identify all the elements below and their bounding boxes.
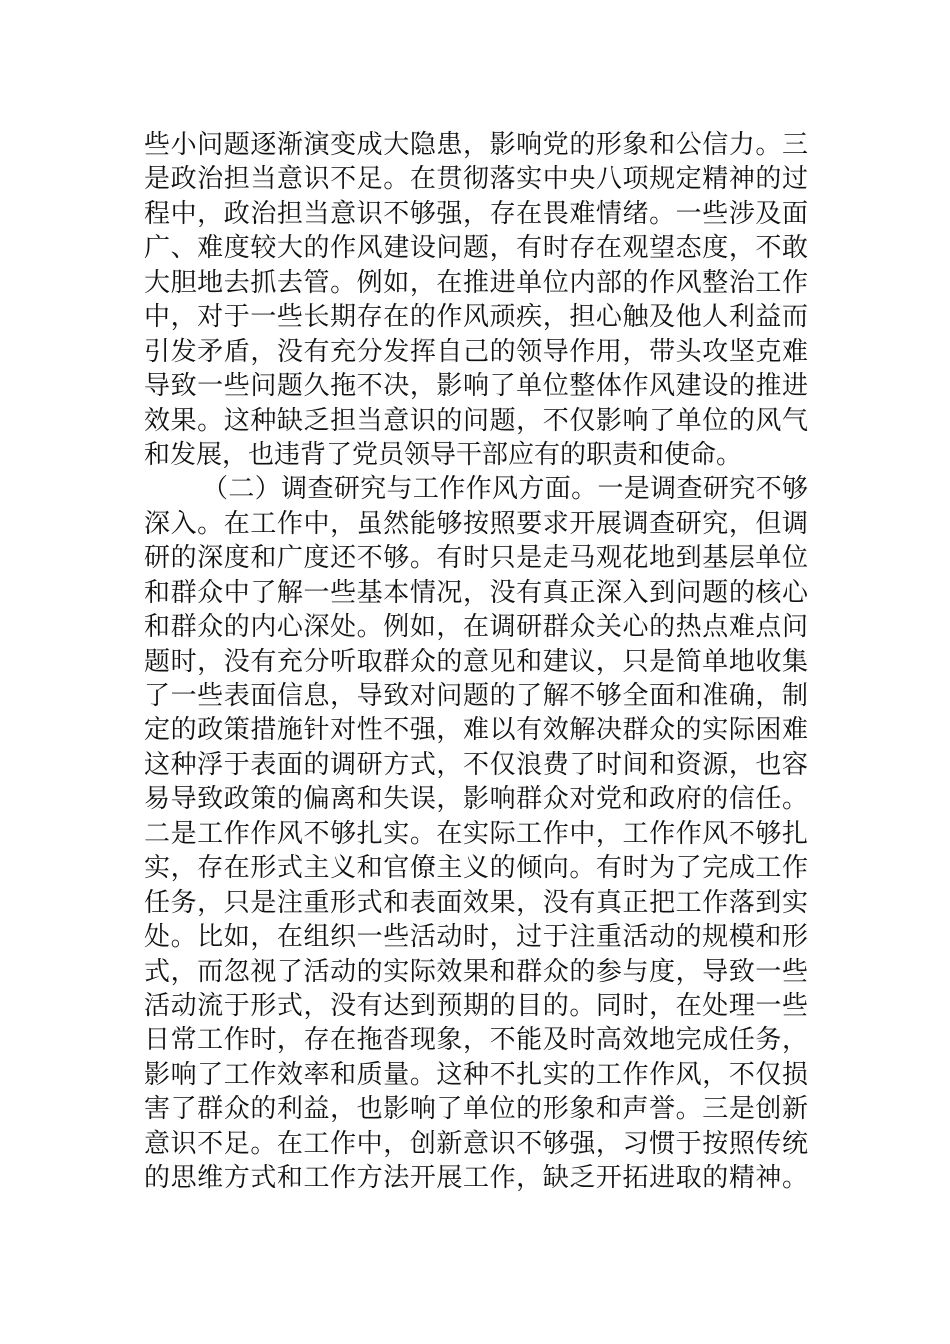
text-line: 式，而忽视了活动的实际效果和群众的参与度，导致一些 xyxy=(144,956,808,987)
text-line: 导致一些问题久拖不决，影响了单位整体作风建设的推进 xyxy=(144,371,808,402)
text-line: 是政治担当意识不足。在贯彻落实中央八项规定精神的过 xyxy=(144,164,808,195)
text-line: 活动流于形式，没有达到预期的目的。同时，在处理一些 xyxy=(144,990,808,1021)
text-line: 深入。在工作中，虽然能够按照要求开展调查研究，但调 xyxy=(144,508,808,539)
section-heading-line: （二）调查研究与工作作风方面。一是调查研究不够 xyxy=(202,474,808,505)
text-line: 引发矛盾，没有充分发挥自己的领导作用，带头攻坚克难 xyxy=(144,336,808,367)
text-line: 易导致政策的偏离和失误，影响群众对党和政府的信任。 xyxy=(144,784,808,815)
text-line: 广、难度较大的作风建设问题，有时存在观望态度，不敢 xyxy=(144,233,808,264)
text-line: 了一些表面信息，导致对问题的了解不够全面和准确，制 xyxy=(144,681,808,711)
text-line: 影响了工作效率和质量。这种不扎实的工作作风，不仅损 xyxy=(144,1059,808,1090)
text-line: 大胆地去抓去管。例如，在推进单位内部的作风整治工作 xyxy=(144,267,808,298)
text-line: 实，存在形式主义和官僚主义的倾向。有时为了完成工作 xyxy=(144,853,808,884)
text-line: 和群众中了解一些基本情况，没有真正深入到问题的核心 xyxy=(144,577,808,608)
text-line: 定的政策措施针对性不强，难以有效解决群众的实际困难 xyxy=(144,715,808,746)
text-line: 害了群众的利益，也影响了单位的形象和声誉。三是创新 xyxy=(144,1094,808,1125)
text-line: 日常工作时，存在拖沓现象，不能及时高效地完成任务， xyxy=(144,1025,808,1056)
text-line: 中，对于一些长期存在的作风顽疾，担心触及他人利益而 xyxy=(144,302,808,333)
text-line: 研的深度和广度还不够。有时只是走马观花地到基层单位 xyxy=(144,543,808,574)
body-text xyxy=(144,128,808,1196)
text-line: 的思维方式和工作方法开展工作，缺乏开拓进取的精神。 xyxy=(144,1163,808,1194)
text-line: 任务，只是注重形式和表面效果，没有真正把工作落到实 xyxy=(144,887,808,918)
text-line: 处。比如，在组织一些活动时，过于注重活动的规模和形 xyxy=(144,922,808,953)
text-line: 这种浮于表面的调研方式，不仅浪费了时间和资源，也容 xyxy=(144,749,808,780)
text-line: 效果。这种缺乏担当意识的问题，不仅影响了单位的风气 xyxy=(144,405,808,436)
text-line: 和发展，也违背了党员领导干部应有的职责和使命。 xyxy=(144,439,743,470)
text-line: 些小问题逐渐演变成大隐患，影响党的形象和公信力。三 xyxy=(144,130,808,160)
text-line: 程中，政治担当意识不够强，存在畏难情绪。一些涉及面 xyxy=(144,198,808,229)
text-line: 意识不足。在工作中，创新意识不够强，习惯于按照传统 xyxy=(144,1128,808,1159)
text-line: 二是工作作风不够扎实。在实际工作中，工作作风不够扎 xyxy=(144,818,808,849)
text-line: 题时，没有充分听取群众的意见和建议，只是简单地收集 xyxy=(144,646,808,677)
text-line: 和群众的内心深处。例如，在调研群众关心的热点难点问 xyxy=(144,612,808,643)
